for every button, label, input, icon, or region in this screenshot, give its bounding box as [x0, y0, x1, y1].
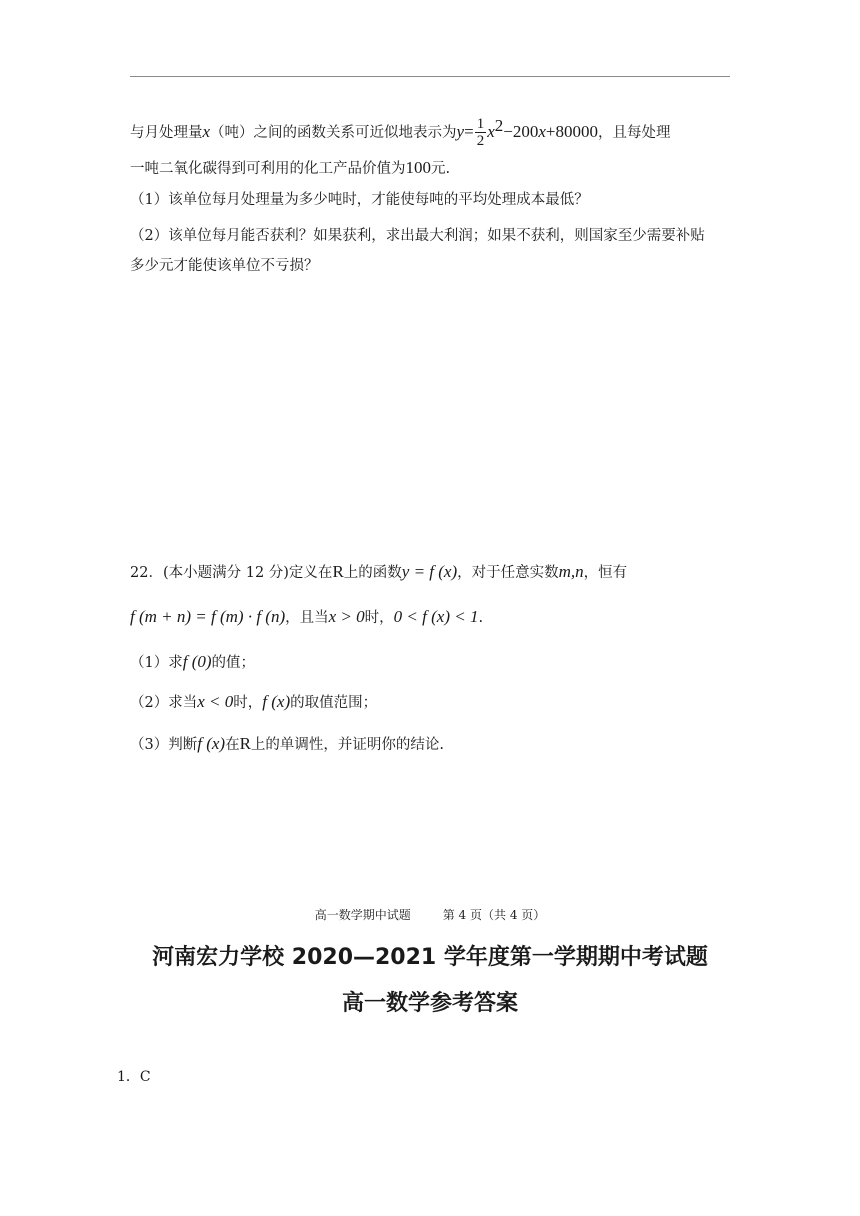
math-expr: 0 < f (x) < 1 [393, 607, 479, 626]
math-var: x [538, 121, 546, 141]
text: ，且当 [285, 610, 329, 626]
math-term: −200 [503, 121, 539, 141]
text: 时， [364, 610, 394, 626]
text: （吨）之间的函数关系可近似地表示为 [210, 124, 457, 141]
q21-sub-2a: （2）该单位每月能否获利？如果获利，求出最大利润；如果不获利，则国家至少需要补贴 [130, 228, 705, 244]
math-op: = [464, 121, 474, 141]
math-expr: x < 0 [197, 692, 234, 711]
math-var: y [456, 121, 465, 141]
math-expr: f (0) [182, 652, 212, 671]
q22-sub-3 [130, 734, 444, 755]
q21-line-1 [130, 116, 670, 149]
q21-sub-1: （1）该单位每月处理量为多少吨时，才能使每吨的平均处理成本最低？ [130, 192, 589, 208]
math-expr: y = f (x) [401, 562, 458, 581]
text: 上的函数 [343, 565, 402, 581]
math-var: x [202, 121, 211, 141]
q22-sub-1 [130, 652, 255, 673]
text: ，对于任意实数 [457, 565, 559, 581]
math-var: x [487, 121, 495, 141]
text: 的值； [211, 655, 256, 671]
document-subtitle: 高一数学参考答案 [341, 991, 518, 1016]
math-set: R [332, 562, 344, 581]
footer-page-number: 第 4 页（共 4 页） [442, 908, 546, 922]
text: 元. [431, 161, 451, 177]
text: 上的单调性，并证明你的结论. [250, 737, 445, 753]
text: （3）判断 [130, 737, 198, 753]
document-title: 河南宏力学校 2020—2021 学年度第一学期期中考试题 [152, 945, 708, 970]
q22-line-2 [130, 607, 483, 628]
q21-sub-2b: 多少元才能使该单位不亏损？ [130, 258, 319, 274]
math-exponent: 2 [494, 116, 504, 135]
text: 22．(本小题满分 12 分)定义在 [130, 565, 333, 581]
footer-subject: 高一数学期中试题 [314, 908, 411, 922]
math-expr: f (x) [197, 734, 226, 753]
math-number: 100 [405, 158, 431, 177]
math-expr: x > 0 [328, 607, 365, 626]
q22-line-1 [130, 562, 627, 583]
fraction [475, 116, 487, 149]
math-expr: f (m + n) = f (m) · f (n) [130, 607, 286, 626]
text: 与月处理量 [130, 124, 203, 141]
fraction-numerator: 1 [476, 116, 485, 133]
math-term: +80000 [545, 121, 598, 141]
q22-sub-2 [130, 692, 377, 713]
text: （1）求 [130, 655, 183, 671]
math-expr: f (x) [262, 692, 291, 711]
text: 一吨二氧化碳得到可利用的化工产品价值为 [130, 161, 406, 177]
text: . [478, 610, 484, 626]
math-set: R [239, 734, 251, 753]
page-footer [0, 906, 860, 923]
header-rule [130, 76, 730, 77]
q21-line-2 [130, 158, 450, 179]
text: ，恒有 [583, 565, 628, 581]
text: ，且每处理 [597, 124, 671, 141]
text: 在 [225, 737, 240, 753]
answer-item: 1．C [117, 1069, 151, 1085]
fraction-denominator: 2 [476, 133, 485, 150]
text: 时， [233, 695, 263, 711]
text: （2）求当 [130, 695, 198, 711]
text: 的取值范围； [290, 695, 378, 711]
math-var: m,n [558, 562, 584, 581]
